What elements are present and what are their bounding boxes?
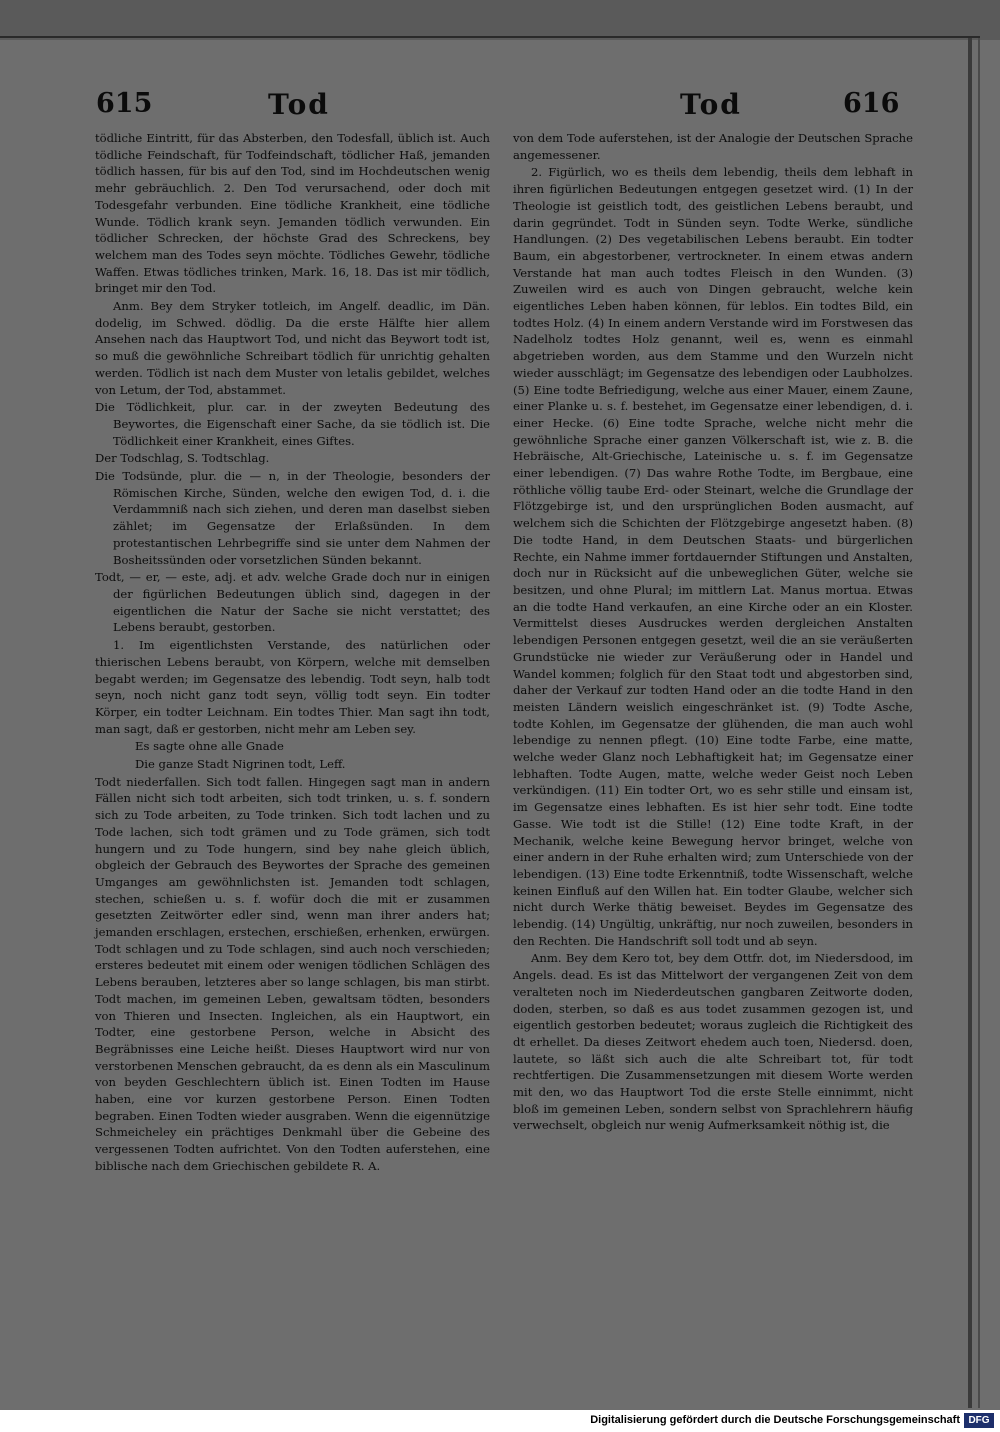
left-column xyxy=(95,130,490,1176)
annotation-paragraph: Anm. Bey dem Kero tot, bey dem Ottfr. dot, im Niedersdood, im Angels. dead. Es ist das Mittelwort der vergangenen Zeit von dem veralteten noch im Niederdeutschen gangbaren Zeitworte doden, doden, sterben, so daß es aus todet zusammen gezogen ist, und eigentlich gestorben bedeutet; woraus zugleich die Richtigkeit des dt erhellet. Da dieses Zeitwort ehedem auch toen, Niedersd. doen, lautete, so läßt sich auch die alte Schreibart tot, für todt rechtfertigen. Die Zusammensetzungen mit diesem Worte werden mit den, wo das Hauptwort Tod die erste Stelle einnimmt, nicht bloß im gemeinen Leben, sondern selbst von Sprachlehrern häufig verwechselt, obgleich nur wenig Aufmerksamkeit nöthig ist, die xyxy=(513,951,913,1133)
entry-toedlichkeit: Die Tödlichkeit, plur. car. in der zweyten Bedeutung des Beywortes, die Eigenschaft einer Sache, da sie tödlich ist. Die Tödlichkeit einer Krankheit, eines Giftes. xyxy=(95,400,490,448)
scan-rule xyxy=(0,36,980,38)
annotation-paragraph: Anm. Bey dem Stryker totleich, im Angelf. deadlic, im Dän. dodelig, im Schwed. dödlig. Da die erste Hälfte hier allem Ansehen nach das Hauptwort Tod, und nicht das Beywort todt ist, so muß die gewöhnliche Schreibart tödlich für unrichtig gehalten werden. Tödlich ist nach dem Muster von letalis gebildet, welches von Letum, der Tod, abstammet. xyxy=(95,299,490,397)
entry-todsuende: Die Todsünde, plur. die — n, in der Theologie, besonders der Römischen Kirche, Sünden, welche den ewigen Tod, d. i. die Verdammniß nach sich ziehen, und deren man daselbst sieben zählet; im Gegensatze der Erlaßsünden. In dem protestantischen Lehrbegriffe sind sie unter dem Nahmen der Bosheitssünden oder vorsetzlichen Sünden bekannt. xyxy=(95,469,490,567)
dfg-logo: DFG xyxy=(964,1413,994,1428)
left-page-number: 615 xyxy=(96,88,153,119)
paragraph: tödliche Eintritt, für das Absterben, den Todesfall, üblich ist. Auch tödliche Feindschaft, für Todfeindschaft, tödlicher Haß, jemanden tödlich hassen, für bis auf den Tod, sind im Hochdeutschen wenig mehr gebräuchlich. 2. Den Tod verursachend, oder doch mit Todesgefahr verbunden. Eine tödliche Krankheit, eine tödliche Wunde. Tödlich krank seyn. Jemanden tödlich verwunden. Ein tödlicher Schrecken, der höchste Grad des Schreckens, bey welchem man des Todes seyn möchte. Tödliches Gewehr, tödliche Waffen. Etwas tödliches trinken, Mark. 16, 18. Das ist mir tödlich, bringet mir den Tod. xyxy=(95,131,490,296)
quote-line: Die ganze Stadt Nigrinen todt, Leff. xyxy=(135,757,346,772)
scan-top-border xyxy=(0,0,1000,40)
entry-todschlag: Der Todschlag, S. Todtschlag. xyxy=(95,451,270,466)
page-edge xyxy=(968,38,972,1408)
right-column xyxy=(513,130,913,1135)
paragraph: von dem Tode auferstehen, ist der Analogie der Deutschen Sprache angemessener. xyxy=(513,131,913,162)
page-edge-shadow xyxy=(978,38,980,1408)
right-headword: Tod xyxy=(680,88,742,121)
right-page-number: 616 xyxy=(843,88,900,119)
entry-todt: Todt, — er, — este, adj. et adv. welche Grade doch nur in einigen der figürlichen Bedeutungen üblich sind, dagegen in der eigentlichen die Natur der Sache sie nicht verstattet; des Lebens beraubt, gestorben. xyxy=(95,570,490,635)
quote-line: Es sagte ohne alle Gnade xyxy=(135,739,284,754)
paragraph: Todt niederfallen. Sich todt fallen. Hingegen sagt man in andern Fällen nicht sich todt arbeiten, sich todt trinken, u. s. f. sondern sich zu Tode arbeiten, zu Tode trinken. Sich todt lachen und zu Tode lachen, sich todt grämen und zu Tode grämen, sich todt hungern und zu Tode hungern, sind bey nahe gleich üblich, obgleich der Gebrauch des Beywortes der Sprache des gemeinen Umganges am gewöhnlichsten ist. Jemanden todt schlagen, stechen, schießen u. s. f. wofür doch die mit er zusammen gesetzten Zeitwörter edler sind, wenn man ihrer anders hat; jemanden erschlagen, erstechen, erschießen, erhenken, erwürgen. Todt schlagen und zu Tode schlagen, sind auch noch verschieden; ersteres bedeutet mit einem oder wenigen tödlichen Schlägen des Lebens berauben, letzteres aber so lange schlagen, bis man stirbt. Todt machen, im gemeinen Leben, gewaltsam tödten, besonders von Thieren und Insecten. Ingleichen, als ein Hauptwort, ein Todter, eine gestorbene Person, welche in Absicht des Begräbnisses eine Leiche heißt. Dieses Hauptwort wird nur von verstorbenen Menschen gebraucht, da es denn als ein Masculinum von beyden Geschlechtern üblich ist. Einen Todten im Hause haben, eine vor kurzen gestorbene Person. Einen Todten begraben. Einen Todten wieder ausgraben. Wenn die eigennützige Schmeicheley ein prächtiges Denkmahl über die Gebeine des vergessenen Todten aufrichtet. Von den Todten auferstehen, eine biblische nach dem Griechischen gebildete R. A. xyxy=(95,774,491,1173)
sense-1-paragraph: 1. Im eigentlichsten Verstande, des natürlichen oder thierischen Lebens beraubt, von Körpern, welche mit demselben begabt werden; im Gegensatze des lebendig. Todt seyn, halb todt seyn, noch nicht ganz todt seyn, völlig todt seyn. Ein todter Körper, ein todter Leichnam. Ein todtes Thier. Man sagt ihn todt, man sagt, daß er gestorben, nicht mehr am Leben sey. xyxy=(95,638,490,736)
left-headword: Tod xyxy=(268,88,330,121)
sense-2-paragraph: 2. Figürlich, wo es theils dem lebendig, theils dem lebhaft in ihren figürlichen Bedeutungen entgegen gesetzet wird. (1) In der Theologie ist geistlich todt, des geistlichen Lebens beraubt, und darin gegründet. Todt in Sünden seyn. Todte Werke, sündliche Handlungen. (2) Des vegetabilischen Lebens beraubt. Ein todter Baum, ein abgestorbener, vertrockneter. In einem etwas andern Verstande hat man auch todtes Fleisch in den Wunden. (3) Zuweilen wird es auch von Dingen gebraucht, welche kein eigentliches Leben haben können, für leblos. Ein todtes Bild, ein todtes Holz. (4) In einem andern Verstande wird im Forstwesen das Nadelholz todtes Holz genannt, weil es, wenn es einmahl abgetrieben worden, aus dem Stamme und den Wurzeln nicht wieder ausschlägt; im Gegensatze des lebendigen oder Laubholzes. (5) Eine todte Befriedigung, welche aus einer Mauer, einem Zaune, einer Planke u. s. f. bestehet, im Gegensatze einer lebendigen, d. i. einer Hecke. (6) Eine todte Sprache, welche nicht mehr die gewöhnliche Sprache einer ganzen Völkerschaft ist, wie z. B. die Hebräische, Alt-Griechische, Lateinische u. s. f. im Gegensatze einer lebendigen. (7) Das wahre Rothe Todte, im Bergbaue, eine röthliche völlig taube Erd- oder Steinart, welche die Grundlage der Flötzgebirge ist, und den ursprünglichen Boden ausmacht, auf welchem sich die Schichten der Flötzgebirge angesetzt haben. (8) Die todte Hand, in dem Deutschen Staats- und bürgerlichen Rechte, ein Nahme immer fortdauernder Stiftungen und Anstalten, doch nur in Rücksicht auf die unbeweglichen Güter, welche sie besitzen, und ohne Plural; im mittlern Lat. Manus mortua. Etwas an die todte Hand verkaufen, an eine Kirche oder an ein Kloster. Vermittelst dieses Ausdruckes werden dergleichen Anstalten lebendigen Personen entgegen gesetzt, weil die an sie veräußerten Grundstücke nie wieder zur Veräußerung oder in Handel und Wandel kommen; folglich für den Staat todt und abgestorben sind, daher der Verkauf zur todten Hand oder an die todte Hand in den meisten Ländern weislich eingeschränket ist. (9) Todte Asche, todte Kohlen, im Gegensatze der glühenden, die man auch wohl lebendige zu nennen pflegt. (10) Eine todte Farbe, eine matte, welche weder Glanz noch Lebhaftigkeit hat; im Gegensatze einer lebhaften. Todte Augen, matte, welche weder Geist noch Leben verkündigen. (11) Ein todter Ort, wo es sehr stille und einsam ist, im Gegensatze eines lebhaften. Es ist hier sehr todt. Eine todte Gasse. Wie todt ist die Stille! (12) Eine todte Kraft, in der Mechanik, welche keine Bewegung hervor bringet, welche von einer andern in der Ruhe erhalten wird; zum Unterschiede von der lebendigen. (13) Eine todte Erkenntniß, todte Wissenschaft, welche keinen Einfluß auf den Willen hat. Ein todter Glaube, welcher sich nicht durch Werke thätig beweiset. Beydes im Gegensatze des lebendig. (14) Ungültig, unkräftig, nur noch zuweilen, besonders in den Rechten. Die Handschrift soll todt und ab seyn. xyxy=(513,165,913,948)
footer-credit: Digitalisierung gefördert durch die Deutsche Forschungsgemeinschaft xyxy=(590,1414,960,1426)
